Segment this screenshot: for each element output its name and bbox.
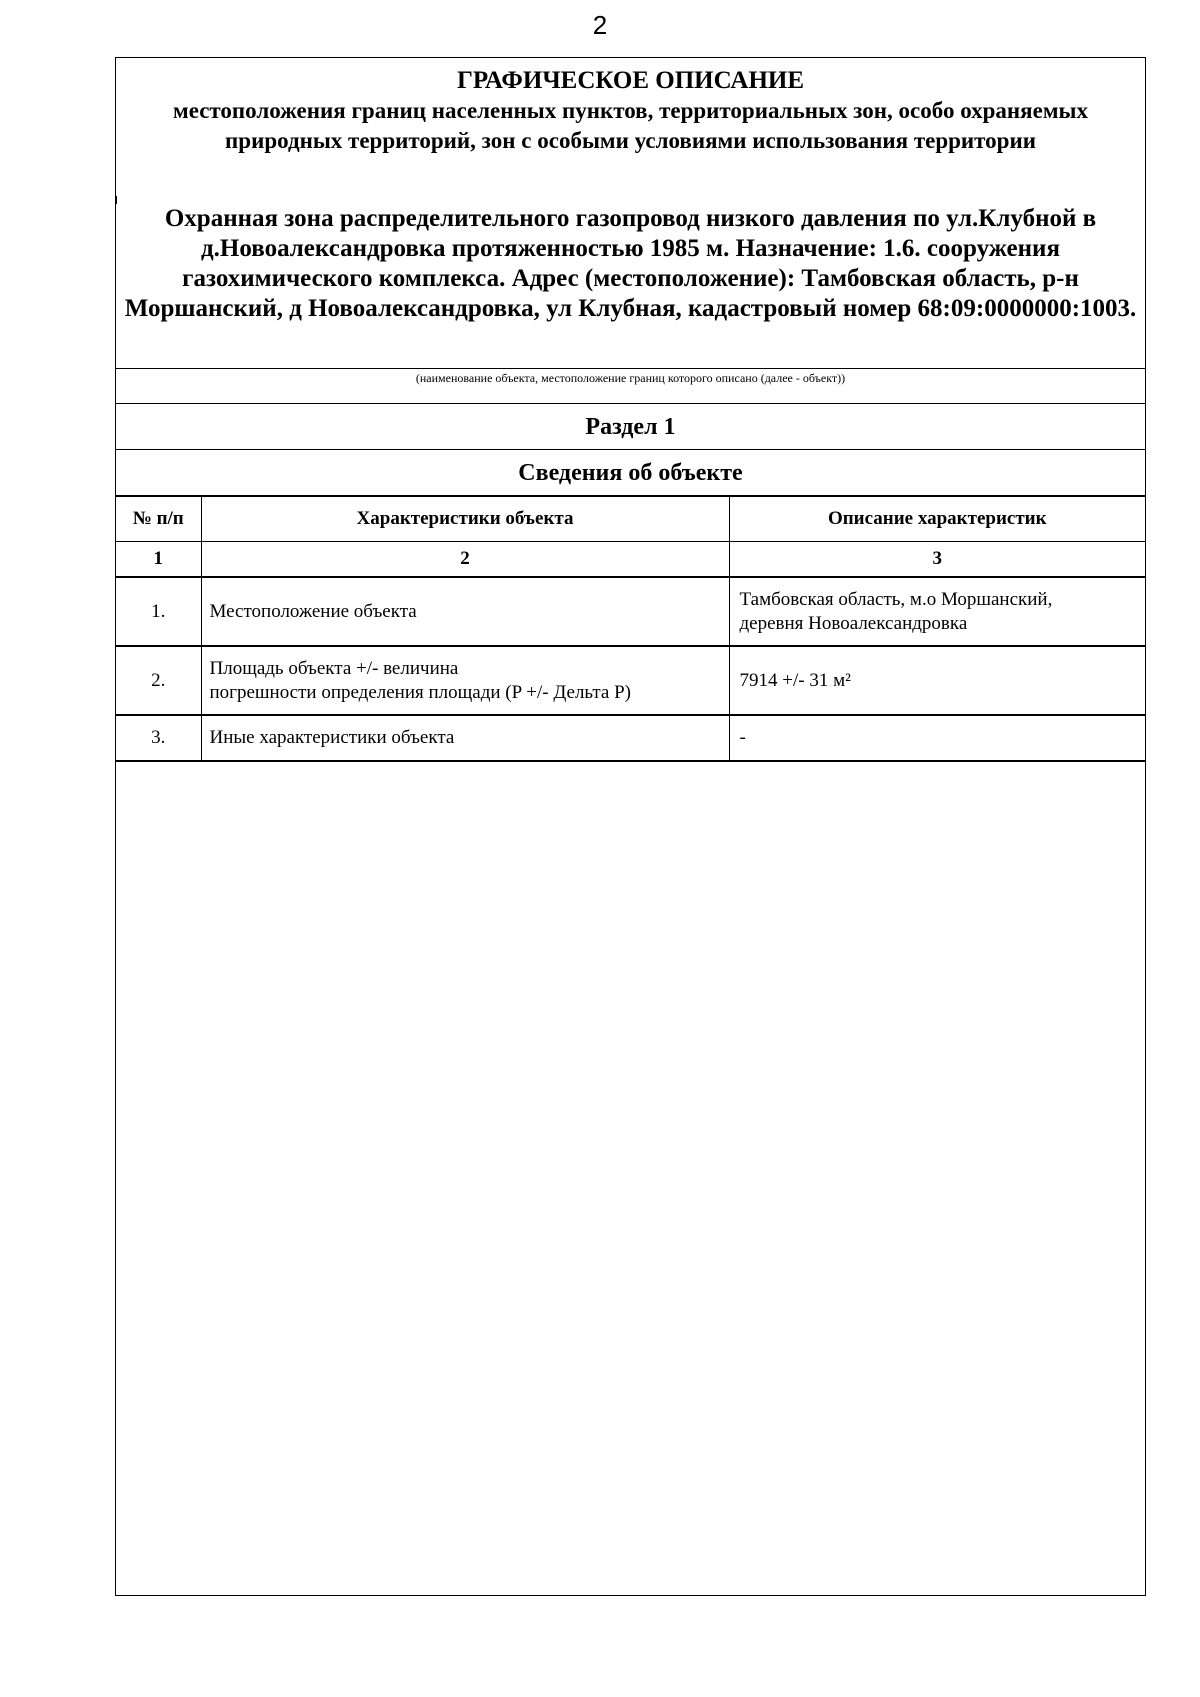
- column-header-characteristic: Характеристики объекта: [201, 497, 729, 542]
- document-header: [116, 58, 1145, 369]
- row-index: 1.: [116, 577, 201, 646]
- column-number: 2: [201, 542, 729, 578]
- object-caption: (наименование объекта, местоположение границ которого описано (далее - объект)): [116, 369, 1145, 404]
- object-info-table: [116, 496, 1145, 762]
- column-number: 3: [729, 542, 1145, 578]
- table-row: [116, 646, 1145, 715]
- row-index: 2.: [116, 646, 201, 715]
- column-header-description: Описание характеристик: [729, 497, 1145, 542]
- table-row: [116, 715, 1145, 761]
- row-characteristic: Местоположение объекта: [201, 577, 729, 646]
- object-name: Охранная зона распределительного газопровод низкого давления по ул.Клубной в д.Новоалександровка протяженностью 1985 м. Назначение: 1.6. сооружения газохимического комплекса. Адрес (местоположение): Тамбовская область, р-н Моршанский, д Новоалександровка, ул Клубная, кадастровый номер 68:09:0000000:1003.: [124, 205, 1137, 322]
- section-title: Раздел 1: [116, 404, 1145, 450]
- column-number: 1: [116, 542, 201, 578]
- page-number: 2: [592, 10, 608, 40]
- row-description: -: [729, 715, 1145, 761]
- row-index: 3.: [116, 715, 201, 761]
- table-row: [116, 577, 1145, 646]
- document-subtitle: местоположения границ населенных пунктов, территориальных зон, особо охраняемых природных территорий, зон с особыми условиями использования территории: [173, 98, 1088, 153]
- document-title: ГРАФИЧЕСКОЕ ОПИСАНИЕ: [456, 67, 805, 94]
- section-subtitle: Сведения об объекте: [116, 450, 1145, 496]
- header-divider: [116, 196, 117, 204]
- column-header-index: № п/п: [116, 497, 201, 542]
- row-description: 7914 +/- 31 м²: [729, 646, 1145, 715]
- table-header-row: [116, 497, 1145, 542]
- row-characteristic: Площадь объекта +/- величина погрешности определения площади (P +/- Дельта P): [201, 646, 729, 715]
- row-description: Тамбовская область, м.о Моршанский, деревня Новоалександровка: [729, 577, 1145, 646]
- row-characteristic: Иные характеристики объекта: [201, 715, 729, 761]
- document-frame: [115, 57, 1146, 1596]
- column-number-row: [116, 542, 1145, 578]
